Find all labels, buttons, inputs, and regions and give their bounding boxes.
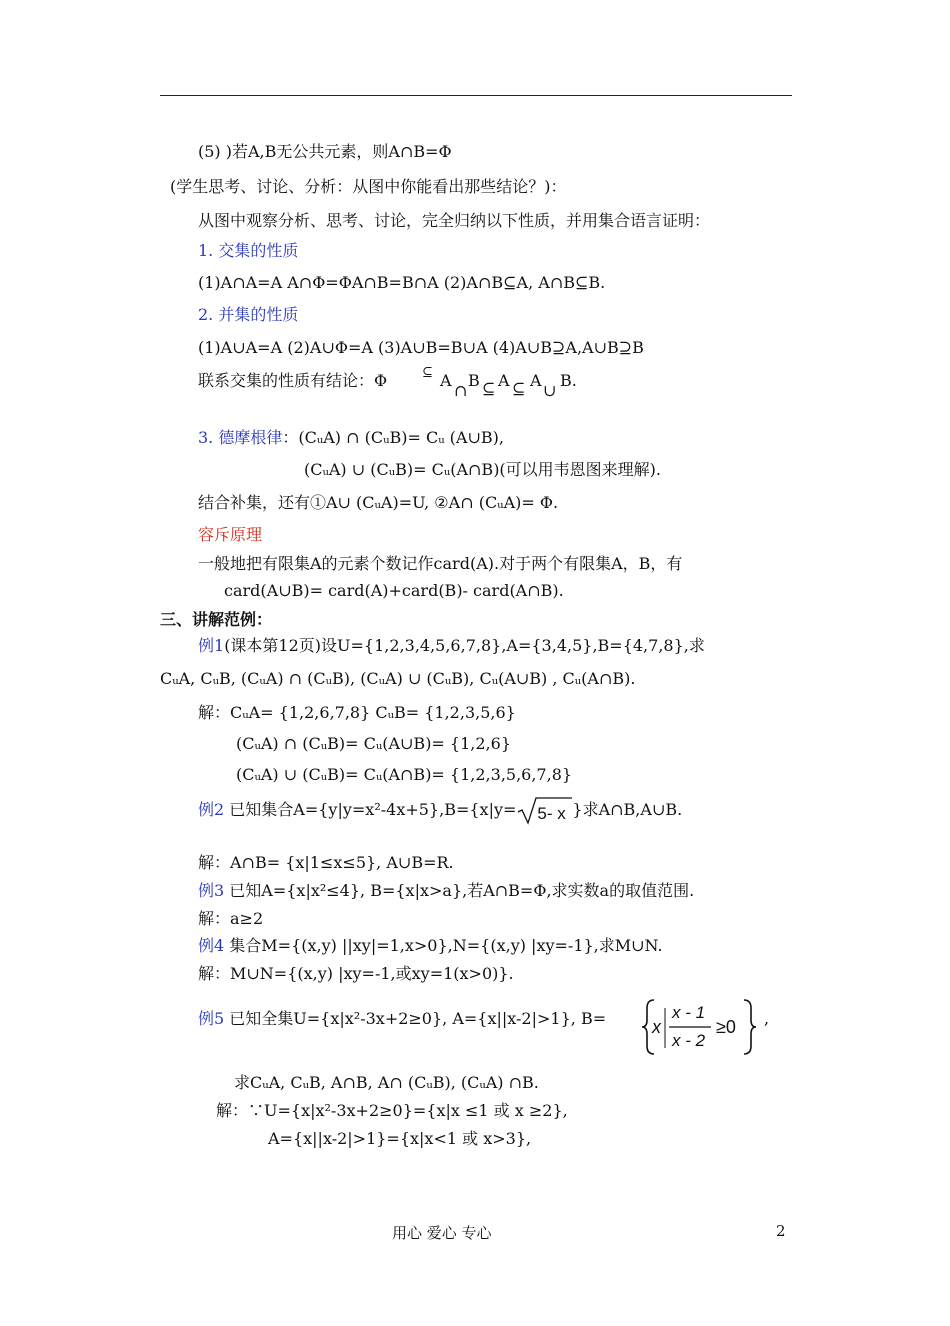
complement-identities-line: 结合补集，还有①A∪ (CᵤA)=U, ②A∩ (CᵤA)= Φ. [198, 493, 559, 512]
subset-symbol-2: ⊆ [482, 379, 496, 398]
example-2-line [198, 799, 682, 823]
de-morgan-formula-1: ：(CᵤA) ∩ (CᵤB)= Cᵤ (A∪B), [282, 428, 504, 447]
intersection-symbol: ∩ [454, 381, 468, 400]
footer-motto: 用心 爱心 专心 [392, 1224, 492, 1242]
example-5-targets: 求CᵤA, CᵤB, A∩B, A∩ (CᵤB), (CᵤA) ∩B. [234, 1073, 539, 1092]
student-discussion-line: (学生思考、讨论、分析：从图中你能看出那些结论？)： [170, 177, 567, 196]
fraction-numerator: x - 1 [672, 1003, 706, 1022]
page-number: 2 [776, 1222, 786, 1240]
example-5-label: 例5 [198, 1009, 225, 1028]
fraction-inequality: ≥0 [716, 1017, 736, 1037]
example-4-label: 例4 [198, 936, 225, 955]
example-1-line [198, 635, 705, 657]
heading-intersection-properties: 1. 交集的性质 [198, 241, 299, 260]
header-rule [160, 95, 792, 96]
example-1-question: (课本第12页)设U={1,2,3,4,5,6,7,8},A={3,4,5},B={4,7,8},求 [224, 636, 705, 655]
example-5-comma: , [764, 1009, 770, 1028]
set-b-fraction [640, 998, 764, 1056]
example-1-targets: CᵤA, CᵤB, (CᵤA) ∩ (CᵤB), (CᵤA) ∪ (CᵤB), Cᵤ(A∪B) , Cᵤ(A∩B). [160, 669, 636, 688]
example-1-solution-1: 解：CᵤA= {1,2,6,7,8} CᵤB= {1,2,3,5,6} [198, 703, 516, 722]
subset-symbol-1: ⊆ [422, 365, 433, 380]
sqrt-expression [516, 801, 572, 823]
summary-instruction-line: 从图中观察分析、思考、讨论，完全归纳以下性质，并用集合语言证明： [198, 211, 711, 230]
fraction-denominator: x - 2 [672, 1031, 706, 1050]
example-1-label: 例1 [198, 636, 225, 655]
property-5-line: (5) )若A,B无公共元素，则A∩B=Φ [198, 142, 452, 161]
example-2-question-end: }求A∩B,A∪B. [572, 800, 683, 819]
example-1-solution-2: (CᵤA) ∩ (CᵤB)= Cᵤ(A∪B)= {1,2,6} [236, 734, 511, 753]
set-a-3: A [530, 371, 542, 390]
heading-inclusion-exclusion: 容斥原理 [198, 525, 263, 544]
example-3-question: 已知A={x|x²≤4}, B={x|x>a},若A∩B=Φ,求实数a的取值范围. [229, 881, 695, 900]
example-4-solution: 解：M∪N={(x,y) |xy=-1,或xy=1(x>0)}. [198, 964, 514, 983]
inclusion-exclusion-formula: card(A∪B)= card(A)+card(B)- card(A∩B). [224, 581, 564, 600]
example-3-label: 例3 [198, 881, 225, 900]
example-5-line [198, 1008, 606, 1030]
section-examples-heading: 三、讲解范例： [160, 610, 273, 629]
example-3-solution: 解：a≥2 [198, 909, 264, 928]
set-b-1: B [468, 371, 480, 390]
set-b-2: B. [560, 371, 577, 390]
example-2-question: 已知集合A={y|y=x²-4x+5},B={x|y= [229, 800, 517, 819]
intersection-properties-line: (1)A∩A=A A∩Φ=ΦA∩B=B∩A (2)A∩B⊆A, A∩B⊆B. [198, 273, 606, 292]
union-symbol: ∪ [543, 381, 557, 400]
subset-symbol-3: ⊆ [512, 379, 526, 398]
example-2-label: 例2 [198, 800, 225, 819]
example-4-question: 集合M={(x,y) ||xy|=1,x>0},N={(x,y) |xy=-1},求M∪N. [229, 936, 663, 955]
example-1-solution-3: (CᵤA) ∪ (CᵤB)= Cᵤ(A∩B)= {1,2,3,5,6,7,8} [236, 765, 573, 784]
example-4-line [198, 935, 663, 957]
fraction-variable-x: x [652, 1017, 661, 1037]
set-a-1: A [440, 371, 452, 390]
de-morgan-line-1 [198, 427, 504, 449]
sqrt-radicand: 5- x [537, 804, 566, 823]
inclusion-exclusion-intro: 一般地把有限集A的元素个数记作card(A).对于两个有限集A，B，有 [198, 554, 683, 573]
heading-de-morgan: 3. 德摩根律 [198, 428, 283, 447]
example-2-solution: 解：A∩B= {x|1≤x≤5}, A∪B=R. [198, 853, 454, 872]
combined-conclusion-text: 联系交集的性质有结论：Φ [198, 371, 388, 390]
example-3-line [198, 880, 694, 902]
union-properties-line: (1)A∪A=A (2)A∪Φ=A (3)A∪B=B∪A (4)A∪B⊇A,A∪B⊇B [198, 338, 644, 357]
example-5-solution-1: 解：∵U={x|x²-3x+2≥0}={x|x ≤1 或 x ≥2}, [216, 1101, 568, 1120]
heading-union-properties: 2. 并集的性质 [198, 305, 299, 324]
set-a-2: A [498, 371, 510, 390]
example-5-question: 已知全集U={x|x²-3x+2≥0}, A={x||x-2|>1}, B= [229, 1009, 607, 1028]
example-5-solution-2: A={x||x-2|>1}={x|x<1 或 x>3}, [268, 1129, 532, 1148]
de-morgan-formula-2: (CᵤA) ∪ (CᵤB)= Cᵤ(A∩B)(可以用韦恩图来理解). [304, 460, 662, 479]
